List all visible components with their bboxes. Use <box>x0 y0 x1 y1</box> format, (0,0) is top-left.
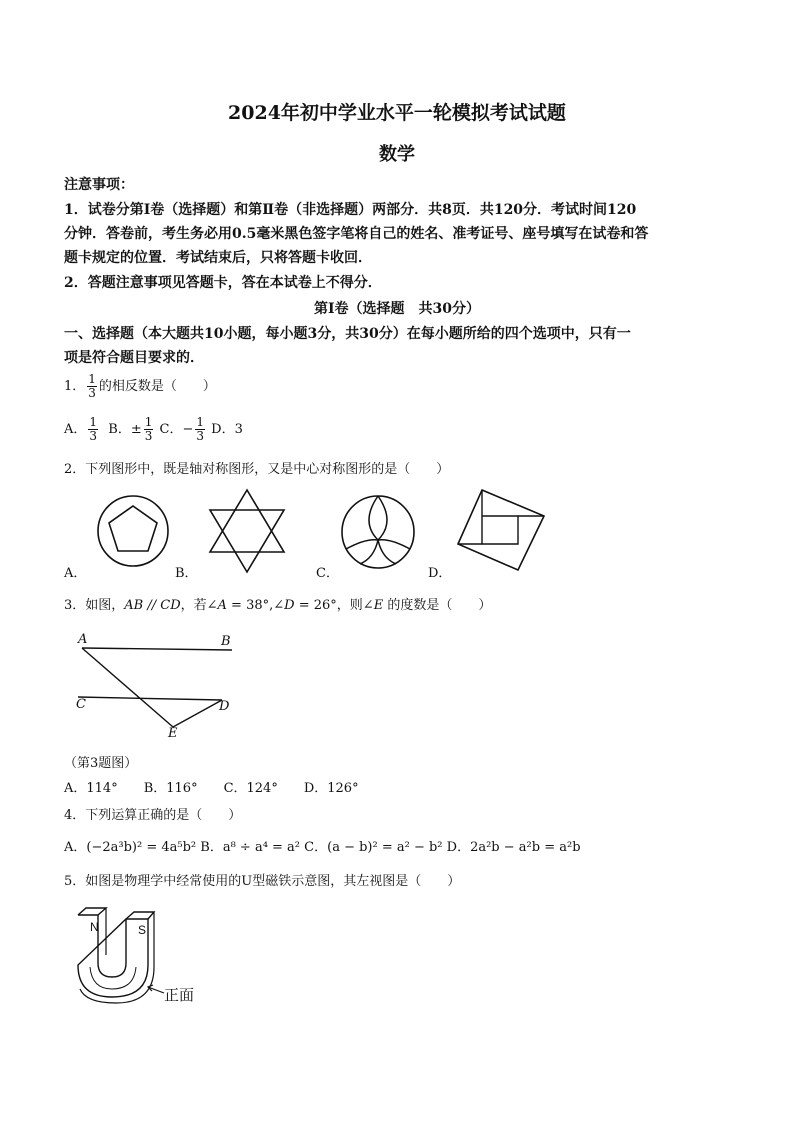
q3-stem-mid: ，若∠ <box>180 598 218 613</box>
question-3-geometry-figure <box>70 630 240 742</box>
option-a-fraction <box>88 416 98 443</box>
front-view-label: 正面 <box>164 987 195 1004</box>
question-2-stem: 2．下列图形中，既是轴对称图形，又是中心对称图形的是（ ） <box>64 462 450 477</box>
q4-option-c: C．(a − b)² = a² − b² <box>304 840 443 855</box>
point-a-label: A <box>78 632 88 647</box>
notice-line-1: 1．试卷分第Ⅰ卷（选择题）和第Ⅱ卷（非选择题）两部分．共8页．共120分．考试时间120 <box>64 202 637 218</box>
q3-stem-pre: 3．如图， <box>64 598 125 613</box>
fraction-numerator: 1 <box>196 415 205 429</box>
figure-b-hexagram <box>206 488 288 574</box>
notice-line-4: 2．答题注意事项见答题卡，答在本试卷上不得分． <box>64 275 382 291</box>
fraction-denominator: 3 <box>196 429 205 443</box>
question-4-options <box>64 836 581 855</box>
q4-option-a: A．(−2a³b)² = 4a⁵b² <box>64 840 197 855</box>
q4-option-b: B．a⁸ ÷ a⁴ = a² <box>200 840 301 855</box>
q3-stem-post: 的度数是（ ） <box>383 598 492 613</box>
section-intro-2: 项是符合题目要求的． <box>64 350 204 366</box>
point-c-label: C <box>76 697 86 712</box>
notice-heading: 注意事项： <box>64 177 134 193</box>
point-b-label: B <box>221 634 231 649</box>
exam-title: 2024年初中学业水平一轮模拟考试试题 <box>228 102 566 124</box>
q3-stem-angle-e: E <box>373 598 384 613</box>
figure-c-circle-petals <box>340 494 416 570</box>
fraction-numerator: 1 <box>144 415 153 429</box>
magnet-pole-n: N <box>90 920 99 934</box>
figure-b-label: B． <box>175 566 198 581</box>
fraction-numerator: 1 <box>88 372 96 386</box>
fraction-denominator: 3 <box>88 386 96 400</box>
question-1-text: 的相反数是（ ） <box>98 379 216 394</box>
option-b-fraction <box>144 416 154 443</box>
q4-option-d: D．2a²b − a²b = a²b <box>446 840 581 855</box>
question-1-number: 1． <box>64 379 86 394</box>
figure-d-label: D． <box>428 566 452 581</box>
section-intro-1: 一、选择题（本大题共10小题，每小题3分，共30分）在每小题所给的四个选项中，只有一 <box>64 326 631 342</box>
option-c-label: C．− <box>159 422 194 437</box>
question-3-caption: （第3题图） <box>64 756 138 771</box>
question-1-stem <box>64 373 216 400</box>
figure-c-label: C． <box>316 566 339 581</box>
question-3-options: A．114° B．116° C．124° D．126° <box>64 781 359 796</box>
figure-a-label: A． <box>64 566 87 581</box>
question-4-stem: 4．下列运算正确的是（ ） <box>64 808 242 823</box>
subject-title: 数学 <box>379 144 415 165</box>
q3-stem-parallel: AB // CD <box>124 598 181 613</box>
question-5-stem: 5．如图是物理学中经常使用的U型磁铁示意图，其左视图是（ ） <box>64 874 461 889</box>
section-heading: 第Ⅰ卷（选择题 共30分） <box>313 301 481 317</box>
fraction-denominator: 3 <box>144 429 153 443</box>
point-d-label: D <box>219 699 230 714</box>
fraction-numerator: 1 <box>89 415 98 429</box>
q3-stem-val: = 38°,∠ <box>226 598 285 613</box>
option-c-fraction <box>195 416 205 443</box>
q3-stem-angle-a: A <box>217 598 227 613</box>
question-1-options <box>64 416 243 443</box>
point-e-label: E <box>168 726 178 741</box>
option-d: D．3 <box>211 422 243 437</box>
fraction-denominator: 3 <box>89 429 98 443</box>
figure-a-pentagon-in-circle <box>96 494 170 568</box>
notice-line-3: 题卡规定的位置．考试结束后，只将答题卡收回． <box>64 250 372 266</box>
option-b-label: B．± <box>108 422 142 437</box>
magnet-pole-s: S <box>138 923 147 937</box>
question-3-stem <box>64 594 491 613</box>
q3-stem-angle-d: D <box>284 598 295 613</box>
q3-stem-val2: = 26°，则∠ <box>294 598 374 613</box>
option-a-label: A． <box>64 422 87 437</box>
notice-line-2: 分钟．答卷前，考生务必用0.5毫米黑色签字笔将自己的姓名、准考证号、座号填写在试卷和答 <box>64 226 649 242</box>
figure-d-nested-squares <box>456 488 548 572</box>
question-1-fraction <box>87 373 97 400</box>
